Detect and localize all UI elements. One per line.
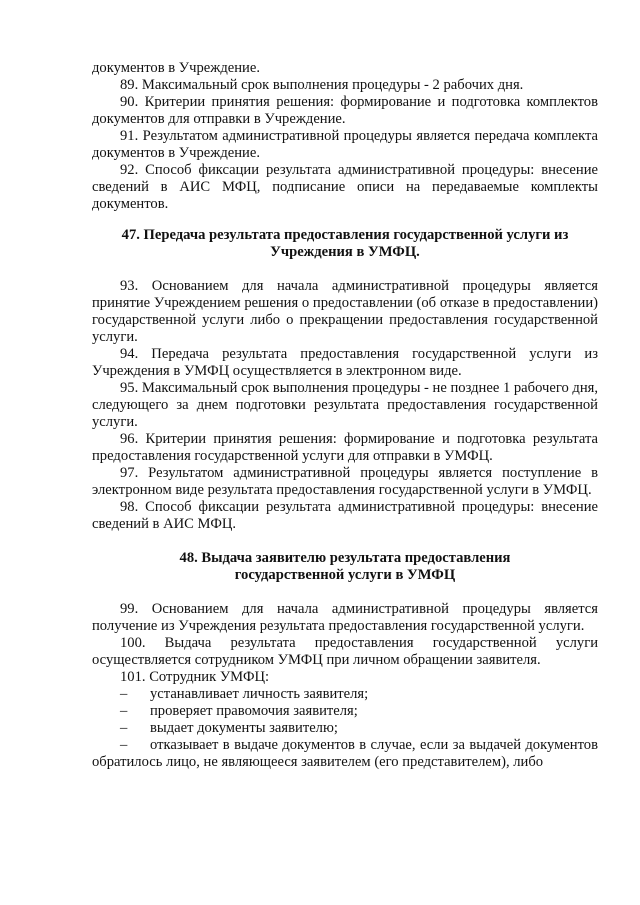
paragraph-95: 95. Максимальный срок выполнения процедуры - не позднее 1 рабочего дня, следующего за днем подготовки результата предоставления государственной услуги. (92, 380, 598, 430)
paragraph-continuation: документов в Учреждение. (92, 60, 260, 76)
paragraph-98: 98. Способ фиксации результата административной процедуры: внесение сведений в АИС МФЦ. (92, 499, 598, 532)
paragraph-97: 97. Результатом административной процедуры является поступление в электронном виде результата предоставления государственной услуги в УМФЦ. (92, 465, 598, 498)
bullet-text: отказывает в выдаче документов в случае, если за выдачей документов обратилось лицо, не являющееся заявителем (его представителем), либо (92, 737, 598, 770)
paragraph-91: 91. Результатом административной процедуры является передача комплекта документов в Учреждение. (92, 128, 598, 161)
bullet-item (92, 686, 598, 703)
bullet-item (92, 720, 598, 737)
dash-marker: – (120, 686, 128, 702)
paragraph-90: 90. Критерии принятия решения: формирование и подготовка комплектов документов для отправки в Учреждение. (92, 94, 598, 127)
paragraph-89: 89. Максимальный срок выполнения процедуры - 2 рабочих дня. (120, 77, 524, 93)
paragraph-92: 92. Способ фиксации результата административной процедуры: внесение сведений в АИС МФЦ, подписание описи на передаваемые комплекты документов. (92, 162, 598, 212)
paragraph-100: 100. Выдача результата предоставления государственной услуги осуществляется сотрудником УМФЦ при личном обращении заявителя. (92, 635, 598, 668)
paragraph-99: 99. Основанием для начала административной процедуры является получение из Учреждения результата предоставления государственной услуги. (92, 601, 598, 634)
section-47-heading: 47. Передача результата предоставления государственной услуги из Учреждения в УМФЦ. (121, 227, 569, 260)
paragraph-101: 101. Сотрудник УМФЦ: (120, 669, 270, 685)
paragraph-94: 94. Передача результата предоставления государственной услуги из Учреждения в УМФЦ осуществляется в электронном виде. (92, 346, 598, 379)
dash-marker: – (120, 703, 128, 719)
bullet-text: устанавливает личность заявителя; (150, 686, 369, 702)
section-48-heading-line2: государственной услуги в УМФЦ (234, 567, 456, 583)
dash-marker: – (120, 720, 128, 736)
document-page (92, 60, 598, 771)
bullet-text: проверяет правомочия заявителя; (150, 703, 358, 719)
section-48-heading-line1: 48. Выдача заявителю результата предоставления (179, 550, 511, 566)
paragraph-96: 96. Критерии принятия решения: формирование и подготовка результата предоставления государственной услуги для отправки в УМФЦ. (92, 431, 598, 464)
dash-marker: – (120, 737, 128, 753)
paragraph-93: 93. Основанием для начала административной процедуры является принятие Учреждением решения о предоставлении (об отказе в предоставлении) государственной услуги либо о прекращении предоставления государственной услуги. (92, 278, 598, 345)
bullet-item (92, 737, 598, 771)
bullet-text: выдает документы заявителю; (150, 720, 338, 736)
section-48-heading (92, 550, 598, 584)
bullet-item (92, 703, 598, 720)
